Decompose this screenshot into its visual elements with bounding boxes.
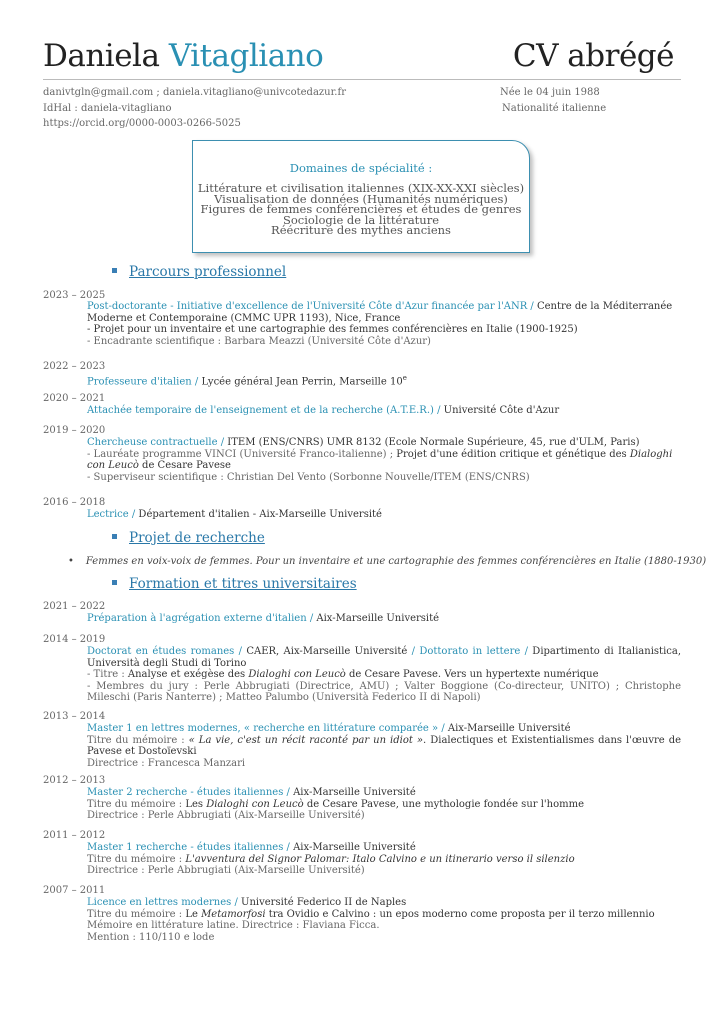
research-project: • Femmes en voix-voix de femmes. Pour un inventaire et une cartographie des femmes conférencières en Italie (1880-1930) xyxy=(68,556,707,567)
square-bullet-icon xyxy=(112,534,117,539)
specialty-item: Sociologie de la littérature xyxy=(282,212,440,227)
entry-postdoc: Post-doctorante - Initiative d'excellence de l'Université Côte d'Azur financée par l'ANR / Centre de la Méditerranée Moderne et Contemporaine (CMMC UPR 1193), Nice, France - Projet pour un inventaire et une cartographie des femmes conférencières en Italie (1900-1925) - Encadrante scientifique : Barbara Meazzi (Université Côte d'Azur) xyxy=(87,301,673,347)
specialty-item: Littérature et civilisation italiennes (XIX-XX-XXI siècles) xyxy=(197,181,525,195)
entry-master1-italiennes: Master 1 recherche - études italiennes / Aix-Marseille Université Titre du mémoire : L'avventura del Signor Palomar: Italo Calvino e un itinerario verso il silenzio Directrice : Perle Abbrugiati (Aix-Marseille Université) xyxy=(87,842,575,877)
email-link[interactable]: danivtgln@gmail.com ; daniela.vitagliano@univcotedazur.fr xyxy=(43,87,346,98)
first-name: Daniela xyxy=(43,38,160,74)
entry-agregation: Préparation à l'agrégation externe d'italien / Aix-Marseille Université xyxy=(87,613,440,624)
entry-date: 2011 – 2012 xyxy=(43,830,106,841)
round-bullet-icon: • xyxy=(68,556,74,567)
entry-lectrice: Lectrice / Département d'italien - Aix-Marseille Université xyxy=(87,509,382,520)
square-bullet-icon xyxy=(112,580,117,585)
birth-date: Née le 04 juin 1988 xyxy=(500,87,600,98)
entry-date: 2021 – 2022 xyxy=(43,601,106,612)
section-heading-projet: Projet de recherche xyxy=(112,530,265,546)
entry-licence: Licence en lettres modernes / Université Federico II de Naples Titre du mémoire : Le Metamorfosi tra Ovidio e Calvino : un epos moderno come proposta per il terzo millennio Mémoire en littérature latine. Directrice : Flaviana Ficca. Mention : 110/110 e lode xyxy=(87,897,655,943)
last-name: Vitagliano xyxy=(168,38,324,74)
header-divider xyxy=(43,79,681,80)
cv-title: CV abrégé xyxy=(512,38,674,74)
idhal-text: IdHal : daniela-vitagliano xyxy=(43,102,172,114)
entry-date: 2013 – 2014 xyxy=(43,711,106,722)
square-bullet-icon xyxy=(112,268,117,273)
entry-ater: Attachée temporaire de l'enseignement et de la recherche (A.T.E.R.) / Université Côte d'Azur xyxy=(87,405,560,416)
entry-date: 2020 – 2021 xyxy=(43,393,106,404)
section-heading-formation: Formation et titres universitaires xyxy=(112,576,357,592)
entry-chercheuse: Chercheuse contractuelle / ITEM (ENS/CNRS) UMR 8132 (Ecole Normale Supérieure, 45, rue d'ULM, Paris) - Lauréate programme VINCI (Université Franco-italienne) ; Projet d'une édition critique et génétique des Dialoghi con Leucò de Cesare Pavese - Superviseur scientifique : Christian Del Vento (Sorbonne Nouvelle/ITEM (ENS/CNRS) xyxy=(87,437,673,483)
section-heading-parcours: Parcours professionnel xyxy=(112,264,286,280)
specialty-item: Réécriture des mythes anciens xyxy=(271,223,451,237)
orcid-link[interactable]: https://orcid.org/0000-0003-0266-5025 xyxy=(43,118,241,129)
personal-info xyxy=(500,85,606,116)
specialty-item: Visualisation de données (Humanités numériques) xyxy=(214,191,508,206)
entry-date: 2019 – 2020 xyxy=(43,425,106,436)
cv-owner-name xyxy=(43,38,323,74)
entry-professeure: Professeure d'italien / Lycée général Jean Perrin, Marseille 10e xyxy=(87,374,407,388)
entry-master1-lettres: Master 1 en lettres modernes, « recherche en littérature comparée » / Aix-Marseille Université Titre du mémoire : « La vie, c'est un récit raconté par un idiot ». Dialectiques et Existentialismes dans l'œuvre de Pavese et Dostoïevski Directrice : Francesca Manzari xyxy=(87,723,682,769)
entry-master2: Master 2 recherche - études italiennes / Aix-Marseille Université Titre du mémoire : Les Dialoghi con Leucò de Cesare Pavese, une mythologie fondée sur l'homme Directrice : Perle Abbrugiati (Aix-Marseille Université) xyxy=(87,787,585,822)
specialty-item: Figures de femmes conférencières et études de genres xyxy=(200,202,522,216)
entry-date: 2016 – 2018 xyxy=(43,497,106,508)
entry-doctorat: Doctorat en études romanes / CAER, Aix-Marseille Université / Dottorato in lettere / Dipartimento di Italianistica, Università degli Studi di Torino - Titre : Analyse et exégèse des Dialoghi con Leucò de Cesare Pavese. Vers un hypertexte numérique - Membres du jury : Perle Abbrugiati (Directrice, AMU) ; Valter Boggione (Co-directeur, UNITO) ; Christophe Mileschi (Paris Nanterre) ; Matteo Palumbo (Università Federico II di Napoli) xyxy=(87,646,682,704)
entry-date: 2012 – 2013 xyxy=(43,775,106,786)
specialties-title: Domaines de spécialité : xyxy=(289,161,433,175)
entry-date: 2007 – 2011 xyxy=(43,885,106,896)
specialties-box xyxy=(192,140,530,253)
entry-date: 2023 – 2025 xyxy=(43,290,106,301)
entry-date: 2022 – 2023 xyxy=(43,361,106,372)
nationality: Nationalité italienne xyxy=(502,102,607,114)
contact-block xyxy=(43,85,346,132)
entry-date: 2014 – 2019 xyxy=(43,634,106,645)
